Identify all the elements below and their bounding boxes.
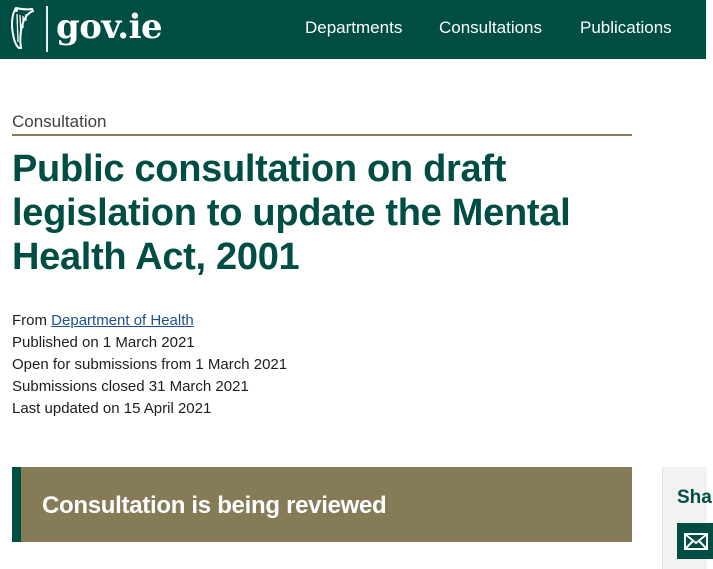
meta-closed: Submissions closed 31 March 2021 [12, 378, 249, 395]
publication-meta [12, 310, 287, 420]
nav-departments[interactable]: Departments [305, 18, 403, 37]
nav-consultations[interactable]: Consultations [439, 18, 543, 37]
harp-icon [10, 6, 36, 50]
share-email-button[interactable] [677, 523, 713, 559]
site-header [0, 0, 706, 59]
status-accent-bar [12, 467, 21, 542]
meta-from-label: From [12, 312, 47, 329]
status-text: Consultation is being reviewed [42, 492, 387, 519]
share-panel [662, 467, 712, 569]
page-title: Public consultation on draft legislation to update the Mental Health Act, 2001 [12, 148, 571, 278]
eyebrow-divider [12, 134, 632, 136]
share-label: Sha [677, 487, 712, 508]
meta-from [12, 310, 287, 332]
department-link[interactable]: Department of Health [51, 312, 194, 329]
page-eyebrow: Consultation [12, 112, 107, 131]
meta-published: Published on 1 March 2021 [12, 334, 195, 351]
meta-open: Open for submissions from 1 March 2021 [12, 356, 288, 373]
status-banner [12, 467, 632, 542]
logo-divider [46, 6, 48, 52]
envelope-icon [677, 523, 713, 559]
site-logo[interactable]: gov.ie [56, 7, 163, 47]
nav-publications[interactable]: Publications [580, 18, 672, 37]
meta-updated: Last updated on 15 April 2021 [12, 400, 212, 417]
